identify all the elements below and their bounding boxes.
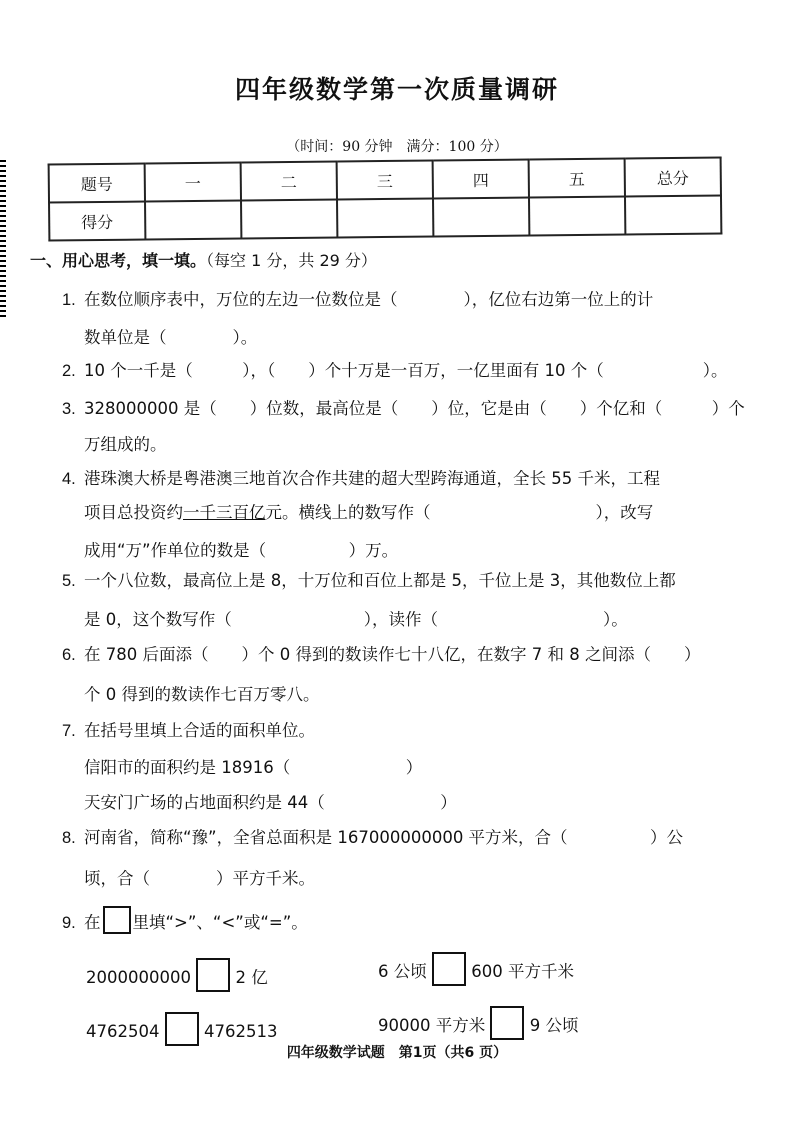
- compare-3-left: 4762504: [86, 1022, 160, 1041]
- compare-2: [378, 952, 574, 986]
- cell-section-3: 三: [337, 160, 433, 199]
- compare-4: [378, 1006, 578, 1040]
- q7-text-1: 在括号里填上合适的面积单位。: [84, 721, 315, 740]
- compare-3-answer-box[interactable]: [165, 1012, 199, 1046]
- section-note: （每空 1 分，共 29 分）: [206, 251, 377, 270]
- q7-text-3: 天安门广场的占地面积约是 44（ ）: [84, 793, 457, 812]
- q4-line1: [62, 465, 660, 489]
- compare-1-answer-box[interactable]: [196, 958, 230, 992]
- score-input-5[interactable]: [529, 196, 625, 235]
- q9-text-pre: 在: [84, 913, 101, 932]
- q2-line1: [62, 357, 727, 381]
- q9-instruction-box: [103, 906, 131, 934]
- compare-3: [86, 1012, 278, 1046]
- score-input-total[interactable]: [625, 195, 721, 234]
- q3-text-1: 328000000 是（ ）位数，最高位是（ ）位，它是由（ ）个亿和（ ）个: [84, 399, 745, 418]
- q6-number: 6.: [62, 646, 76, 664]
- compare-2-right: 600 平方千米: [471, 962, 574, 981]
- q4-line2: [84, 499, 653, 523]
- compare-1-left: 2000000000: [86, 968, 191, 987]
- q4-number: 4.: [62, 470, 76, 488]
- q5-line1: [62, 567, 676, 591]
- section-title: 一、用心思考，填一填。: [30, 251, 207, 270]
- compare-2-left: 6 公顷: [378, 962, 427, 981]
- q5-text-1: 一个八位数，最高位上是 8，十万位和百位上都是 5，千位上是 3，其他数位上都: [84, 571, 676, 590]
- q4-text-1: 港珠澳大桥是粤港澳三地首次合作共建的超大型跨海通道，全长 55 千米，工程: [84, 469, 660, 488]
- q7-text-2: 信阳市的面积约是 18916（ ）: [84, 758, 423, 777]
- cell-section-4: 四: [433, 159, 529, 198]
- cell-section-5: 五: [529, 158, 625, 197]
- cell-section-1: 一: [145, 163, 241, 202]
- compare-1: [86, 958, 268, 992]
- score-input-2[interactable]: [241, 200, 337, 239]
- score-table-score-row: [49, 195, 721, 240]
- q8-number: 8.: [62, 829, 76, 847]
- q2-text-1: 10 个一千是（ ），（ ）个十万是一百万，一亿里面有 10 个（ ）。: [84, 361, 728, 380]
- exam-info: （时间：90 分钟 满分：100 分）: [286, 139, 508, 155]
- page-title: 四年级数学第一次质量调研: [234, 75, 559, 104]
- q9-number: 9.: [62, 914, 76, 932]
- score-input-1[interactable]: [145, 201, 241, 240]
- q4-text-2b: 元。横线上的数写作（ ），改写: [265, 503, 654, 522]
- compare-4-right: 9 公顷: [529, 1016, 579, 1035]
- q7-number: 7.: [62, 722, 76, 740]
- q1-number: 1.: [62, 291, 76, 309]
- binding-edge: [0, 160, 6, 320]
- cell-section-2: 二: [241, 162, 337, 201]
- cell-total: 总分: [625, 157, 721, 196]
- cell-label-question: 题号: [49, 164, 145, 203]
- compare-2-answer-box[interactable]: [432, 952, 466, 986]
- compare-3-right: 4762513: [204, 1022, 278, 1041]
- q6-line1: [62, 641, 700, 665]
- q8-text-2: 顷，合（ ）平方千米。: [84, 869, 315, 888]
- q4-text-2a: 项目总投资约: [84, 503, 183, 522]
- q1-text-1: 在数位顺序表中，万位的左边一位数位是（ ），亿位右边第一位上的计: [84, 290, 654, 309]
- compare-4-left: 90000 平方米: [378, 1016, 486, 1035]
- q2-number: 2.: [62, 362, 76, 380]
- q3-line1: [62, 395, 745, 419]
- q3-text-2: 万组成的。: [84, 435, 167, 454]
- q4-underlined-number: 一千三百亿: [183, 503, 266, 522]
- q9-line1: [62, 906, 308, 934]
- compare-1-right: 2 亿: [235, 968, 268, 987]
- q1-text-2: 数单位是（ ）。: [84, 328, 258, 347]
- score-input-4[interactable]: [433, 197, 529, 236]
- q7-line1: [62, 717, 315, 741]
- q6-text-2: 个 0 得到的数读作七百万零八。: [84, 685, 320, 704]
- q8-line1: [62, 824, 683, 848]
- cell-label-score: 得分: [49, 202, 145, 241]
- page-footer: 四年级数学试题 第1页（共6 页）: [286, 1045, 508, 1061]
- score-table: [48, 156, 723, 241]
- q8-text-1: 河南省，简称“豫”，全省总面积是 167000000000 平方米，合（ ）公: [84, 828, 684, 847]
- compare-4-answer-box[interactable]: [490, 1006, 524, 1040]
- q3-number: 3.: [62, 400, 76, 418]
- section-heading: [30, 248, 377, 271]
- q9-text-post: 里填“>”、“<”或“=”。: [132, 913, 308, 932]
- score-input-3[interactable]: [337, 198, 433, 237]
- q1-line1: [62, 286, 653, 310]
- q6-text-1: 在 780 后面添（ ）个 0 得到的数读作七十八亿，在数字 7 和 8 之间添（ ）: [84, 645, 701, 664]
- q5-text-2: 是 0，这个数写作（ ），读作（ ）。: [84, 610, 628, 629]
- q5-number: 5.: [62, 572, 76, 590]
- q4-text-3: 成用“万”作单位的数是（ ）万。: [84, 541, 399, 560]
